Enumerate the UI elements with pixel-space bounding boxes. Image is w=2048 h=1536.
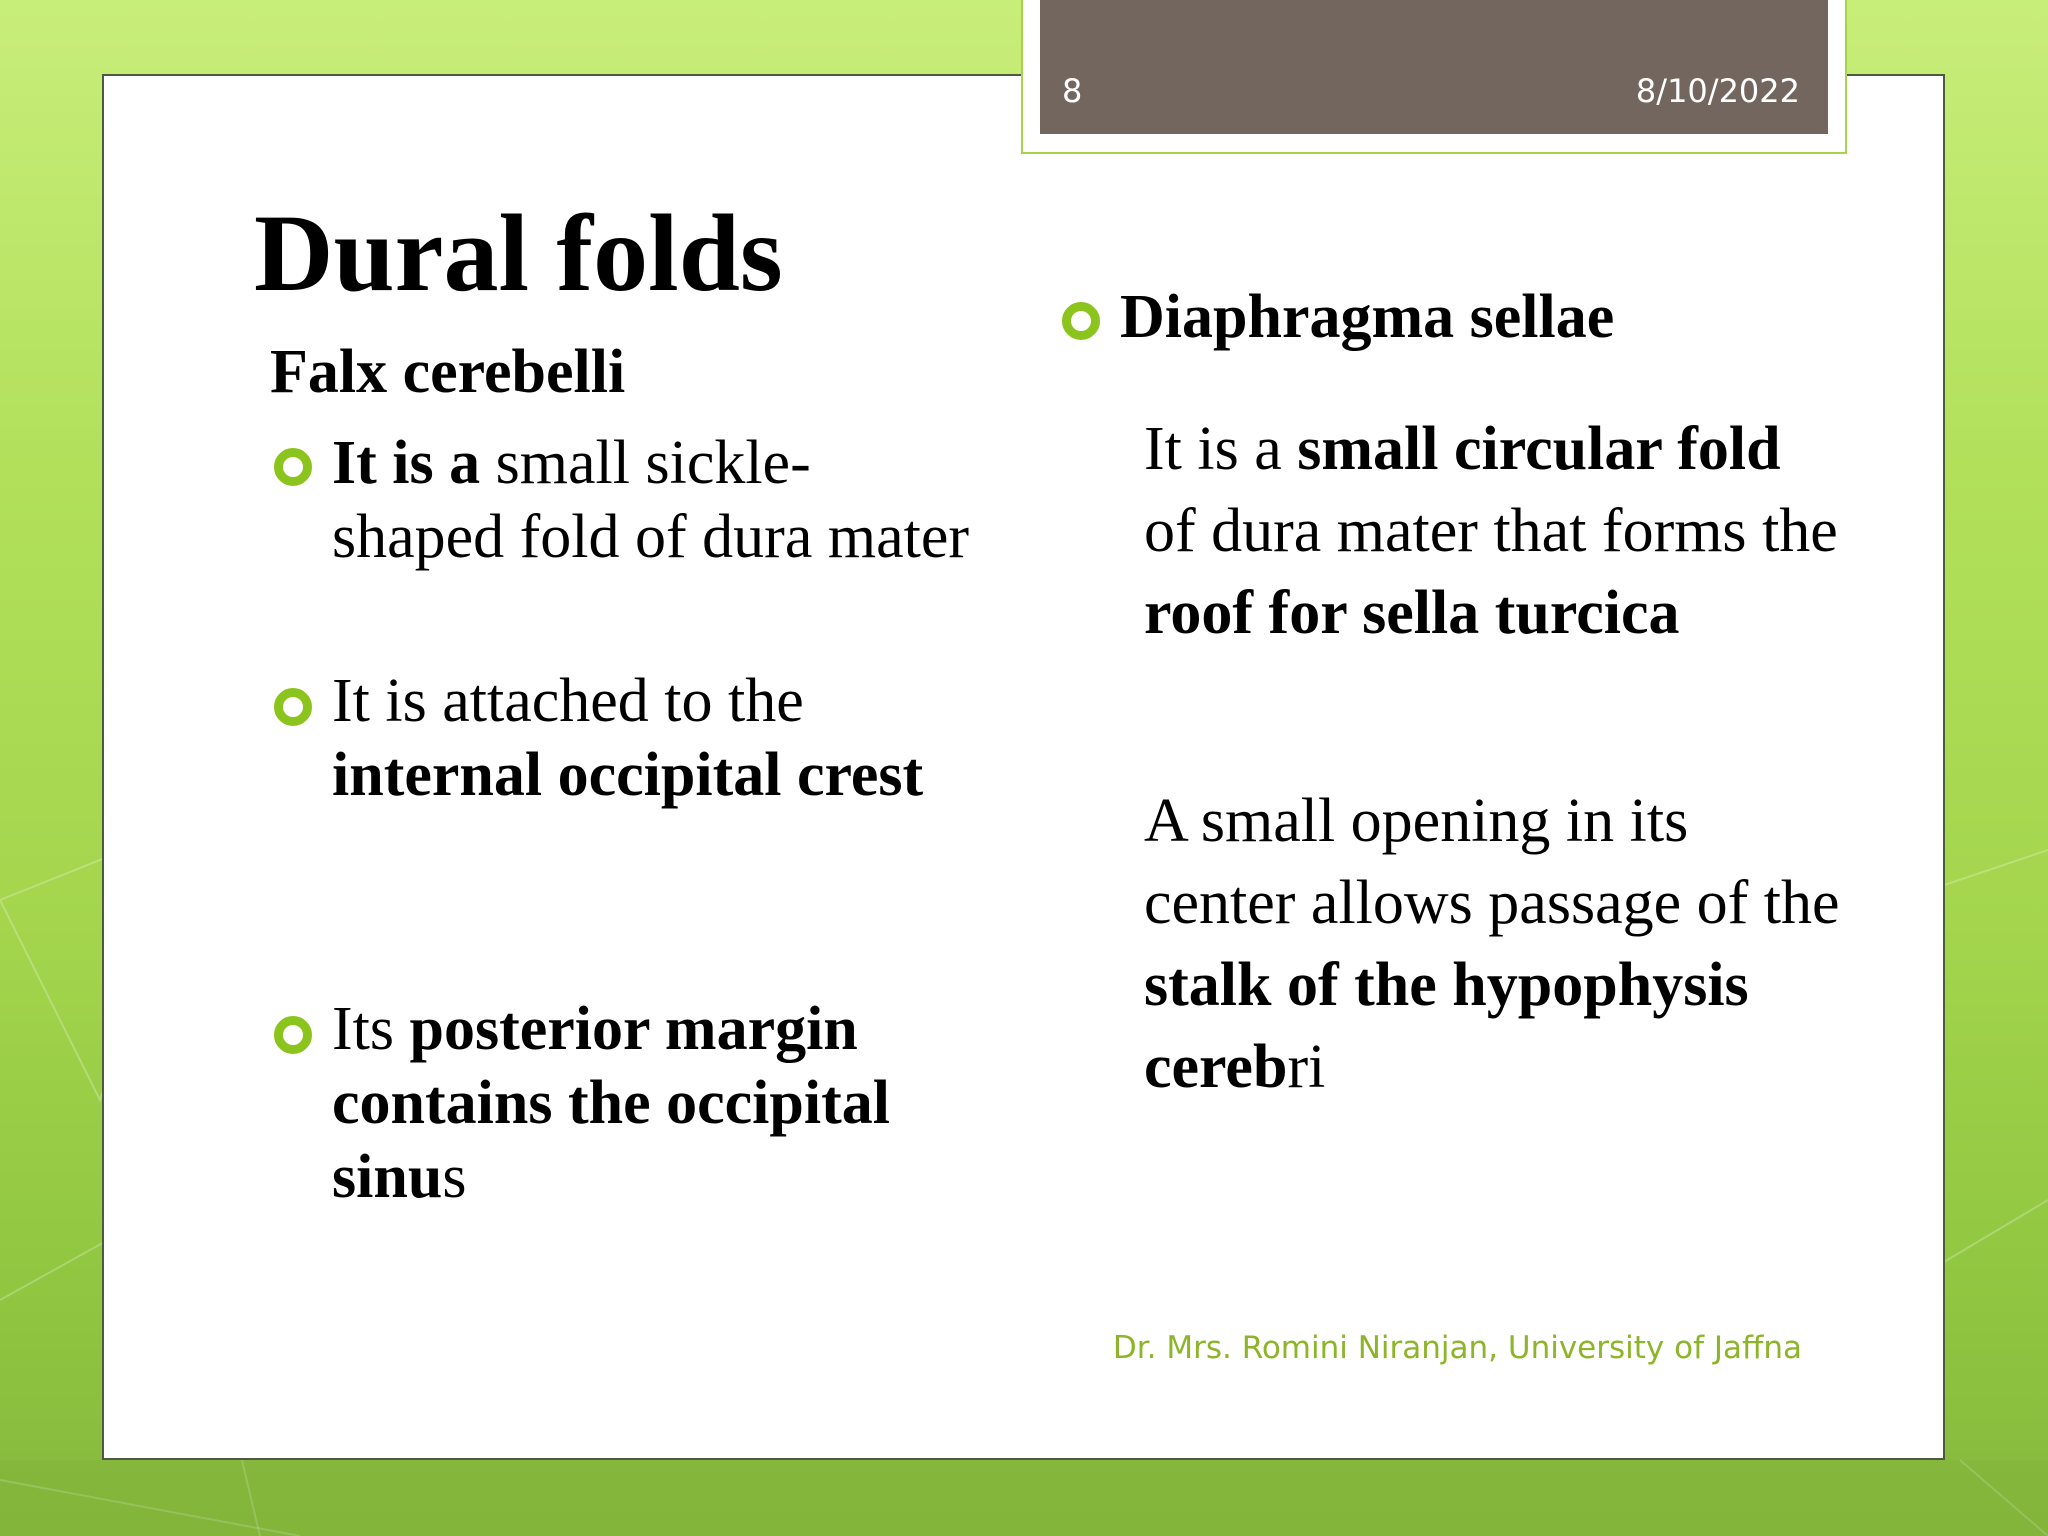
bullet-ring-icon (274, 688, 312, 726)
para-2-part-1: A small opening in its center allows passage of the (1144, 787, 1840, 937)
right-paragraph-1 (1144, 408, 1844, 654)
left-bullet-1 (332, 426, 972, 574)
right-paragraph-2 (1144, 780, 1844, 1108)
para-1-part-4: roof for sella turcica (1144, 579, 1680, 647)
bullet-ring-icon (274, 1016, 312, 1054)
bullet-1-part-1: It is a (332, 429, 481, 497)
slide-title: Dural folds (254, 192, 783, 314)
slide-footer: Dr. Mrs. Romini Niranjan, University of Jaffna (1112, 1330, 1802, 1366)
para-1-part-2: small circular fold (1297, 415, 1781, 483)
bullet-3-part-1: Its (332, 995, 410, 1063)
bullet-2-part-1: It is attached to the (332, 667, 804, 735)
para-1-part-3: of dura mater that forms the (1144, 497, 1838, 565)
para-2-part-3: ri (1287, 1033, 1326, 1101)
bullet-3-part-2: posterior margin contains the occipital sinu (332, 995, 890, 1211)
bullet-ring-icon (274, 448, 312, 486)
bullet-2-part-2: internal occipital crest (332, 741, 924, 809)
left-bullet-2 (332, 664, 972, 812)
para-2-part-2: stalk of the hypophysis cereb (1144, 951, 1749, 1101)
slide-date: 8/10/2022 (1635, 72, 1800, 110)
slide-number: 8 (1062, 72, 1083, 110)
left-subtitle: Falx cerebelli (270, 338, 626, 406)
left-bullet-3 (332, 992, 982, 1214)
para-1-part-1: It is a (1144, 415, 1298, 483)
header-bar (1040, 0, 1828, 134)
bullet-ring-icon (1062, 302, 1100, 340)
bullet-3-part-3: s (442, 1143, 467, 1211)
right-bullet: Diaphragma sellae (1120, 283, 1615, 351)
bullet-1-part-2: small sickle-shaped fold of dura mater (332, 429, 969, 571)
